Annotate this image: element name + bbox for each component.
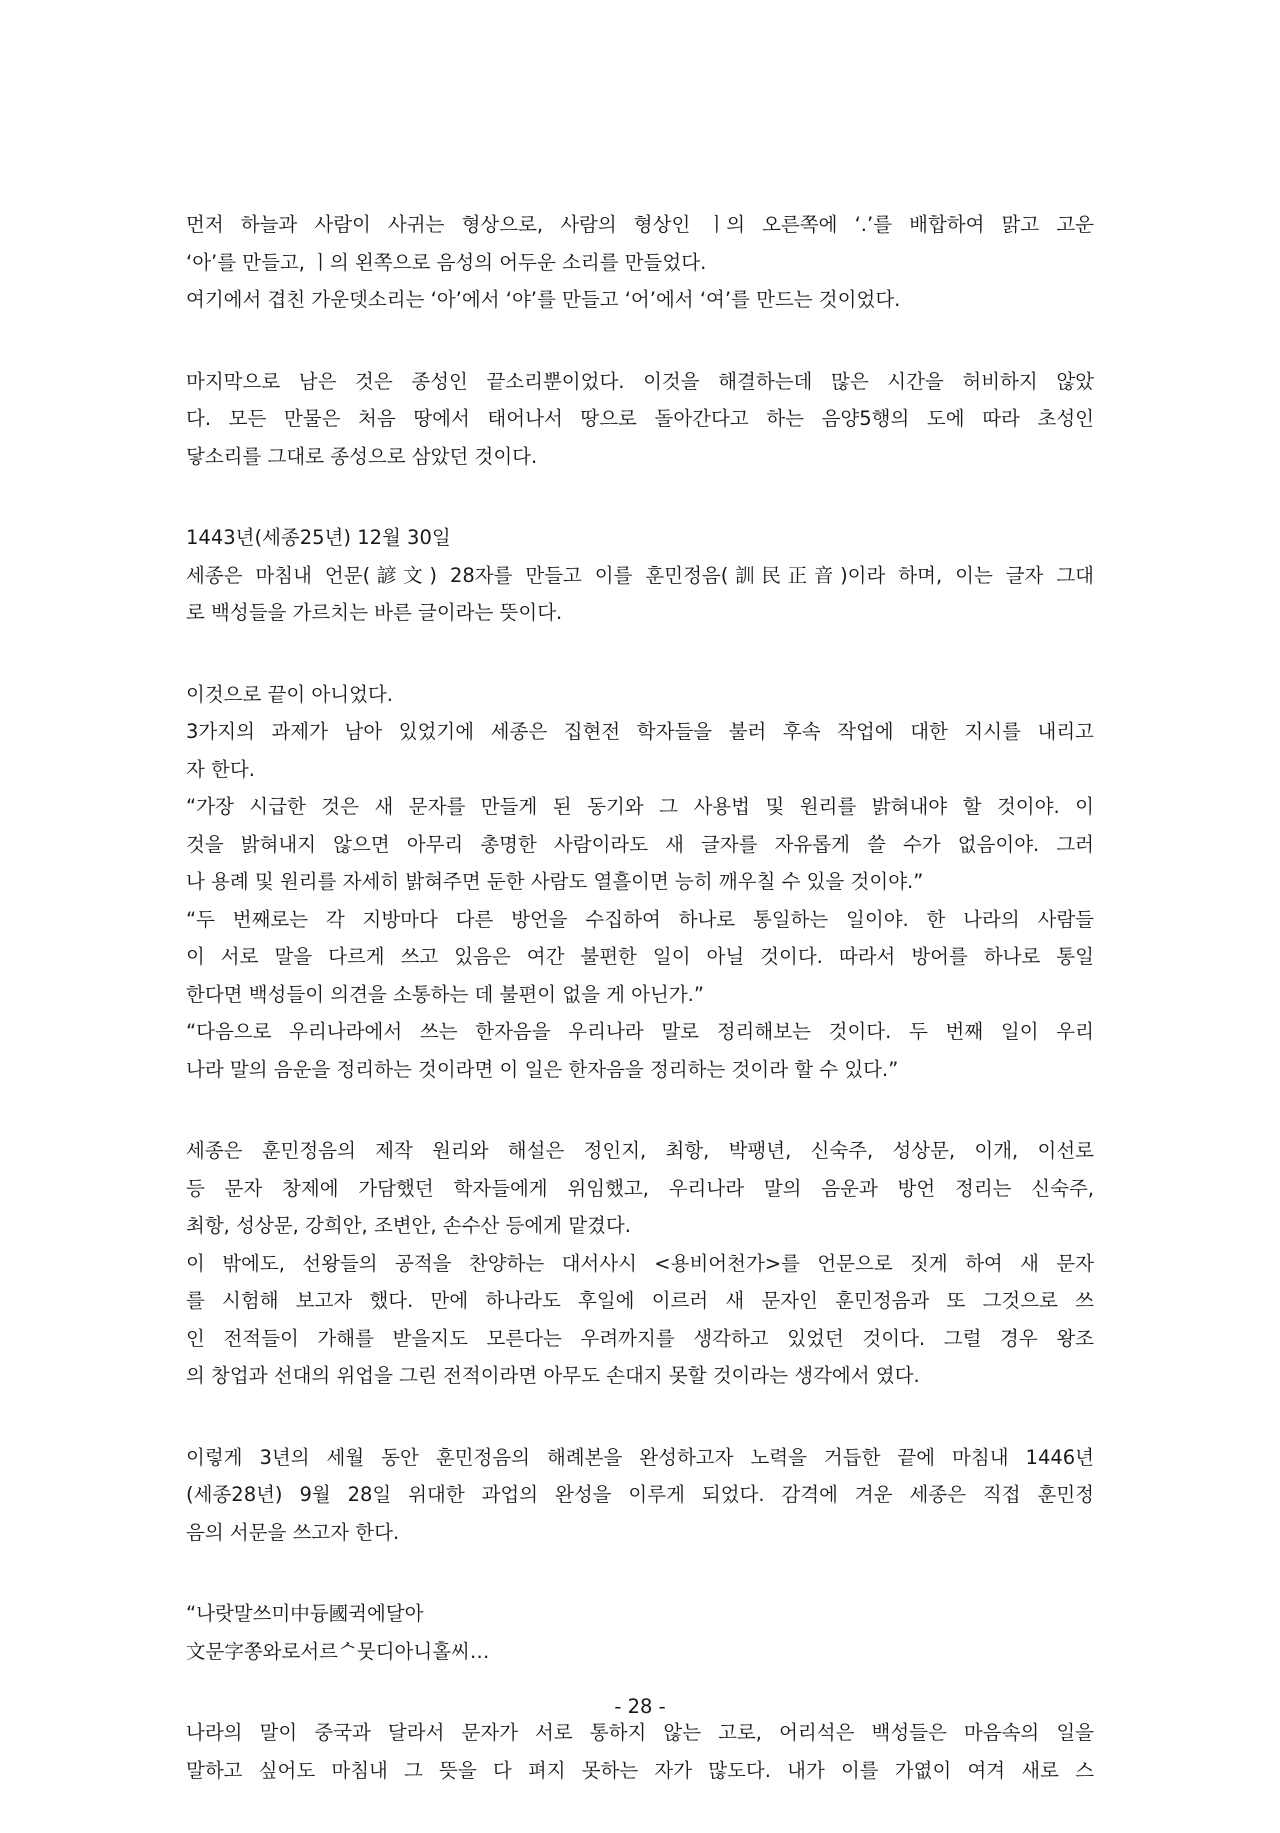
text-line: 나라 말의 음운을 정리하는 것이라면 이 일은 한자음을 정리하는 것이라 할 수 있다.” xyxy=(186,1057,899,1081)
text-line: 음의 서문을 쓰고자 한다. xyxy=(186,1520,400,1544)
text-line: 닿소리를 그대로 종성으로 삼았던 것이다. xyxy=(186,444,538,468)
text-line: 다. 모든 만물은 처음 땅에서 태어나서 땅으로 돌아간다고 하는 음양5행의 도에 따라 초성인 xyxy=(186,407,1094,430)
text-line: 한다면 백성들이 의견을 소통하는 데 불편이 없을 게 아닌가.” xyxy=(186,982,704,1006)
page-number: - 28 - xyxy=(614,1695,666,1718)
paragraph xyxy=(186,519,1094,632)
text-line: “다음으로 우리나라에서 쓰는 한자음을 우리나라 말로 정리해보는 것이다. 두 번째 일이 우리 xyxy=(186,1020,1094,1043)
text-line: 이것으로 끝이 아니었다. xyxy=(186,682,393,706)
text-line: “가장 시급한 것은 새 문자를 만들게 된 동기와 그 사용법 및 원리를 밝혀내야 할 것이야. 이 xyxy=(186,795,1094,818)
text-line: 먼저 하늘과 사람이 사귀는 형상으로, 사람의 형상인 ㅣ의 오른쪽에 ‘.’를 배합하여 맑고 고운 xyxy=(186,213,1094,236)
text-line: 이 서로 말을 다르게 쓰고 있음은 여간 불편한 일이 아닐 것이다. 따라서 방어를 하나로 통일 xyxy=(186,945,1094,968)
text-line: 이렇게 3년의 세월 동안 훈민정음의 해례본을 완성하고자 노력을 거듭한 끝에 마침내 1446년 xyxy=(186,1445,1094,1469)
body-text xyxy=(186,206,1094,1833)
text-line: (세종28년) 9월 28일 위대한 과업의 완성을 이루게 되었다. 감격에 겨운 세종은 직접 훈민정 xyxy=(186,1483,1094,1506)
text-line: 를 시험해 보고자 했다. 만에 하나라도 후일에 이르러 새 문자인 훈민정음과 또 그것으로 쓰 xyxy=(186,1289,1094,1312)
text-line: 여기에서 겹친 가운뎃소리는 ‘아’에서 ‘야’를 만들고 ‘어’에서 ‘여’를 만드는 것이었다. xyxy=(186,288,901,311)
text-line: 나 용례 및 원리를 자세히 밝혀주면 둔한 사람도 열흘이면 능히 깨우칠 수 있을 것이야.” xyxy=(186,870,924,893)
text-line: 마지막으로 남은 것은 종성인 끝소리뿐이었다. 이것을 해결하는데 많은 시간을 허비하지 않았 xyxy=(186,369,1094,393)
text-line: 말하고 싶어도 마침내 그 뜻을 다 펴지 못하는 자가 많도다. 내가 이를 가엾이 여겨 새로 스 xyxy=(186,1758,1094,1782)
text-line: “나랏말쓰미中듕國귁에달아 xyxy=(186,1602,424,1625)
text-line: 로 백성들을 가르치는 바른 글이라는 뜻이다. xyxy=(186,601,563,624)
text-line: 등 문자 창제에 가담했던 학자들에게 위임했고, 우리나라 말의 음운과 방언 정리는 신숙주, xyxy=(186,1176,1094,1200)
text-line: 이 밖에도, 선왕들의 공적을 찬양하는 대서사시 <용비어천가>를 언문으로 짓게 하여 새 문자 xyxy=(186,1251,1094,1275)
text-line: 文문字쫑와로서르ᄉ뭇디아니홀씨… xyxy=(186,1639,490,1663)
text-line: 최항, 성상문, 강희안, 조변안, 손수산 등에게 맡겼다. xyxy=(186,1214,631,1237)
text-line: 세종은 훈민정음의 제작 원리와 해설은 정인지, 최항, 박팽년, 신숙주, 성상문, 이개, 이선로 xyxy=(186,1139,1094,1162)
text-line: 1443년(세종25년) 12월 30일 xyxy=(186,526,451,549)
paragraph xyxy=(186,1439,1094,1552)
paragraph xyxy=(186,1595,1094,1670)
text-line: 인 전적들이 가해를 받을지도 모른다는 우려까지를 생각하고 있었던 것이다. 그럴 경우 왕조 xyxy=(186,1326,1094,1350)
paragraph xyxy=(186,206,1094,319)
text-line: “두 번째로는 각 지방마다 다른 방언을 수집하여 하나로 통일하는 일이야. 한 나라의 사람들 xyxy=(186,907,1094,931)
paragraph xyxy=(186,676,1094,1089)
text-line: 자 한다. xyxy=(186,757,255,781)
text-line: 3가지의 과제가 남아 있었기에 세종은 집현전 학자들을 불러 후속 작업에 대한 지시를 내리고 xyxy=(186,720,1094,743)
text-line: 것을 밝혀내지 않으면 아무리 총명한 사람이라도 새 글자를 자유롭게 쓸 수가 없음이야. 그러 xyxy=(186,832,1094,856)
text-line: 세종은 마침내 언문(諺文) 28자를 만들고 이를 훈민정음(訓民正音)이라 하며, 이는 글자 그대 xyxy=(186,563,1094,587)
paragraph xyxy=(186,1132,1094,1395)
paragraph xyxy=(186,1714,1094,1789)
text-line: ‘아’를 만들고, ㅣ의 왼쪽으로 음성의 어두운 소리를 만들었다. xyxy=(186,250,707,274)
paragraph xyxy=(186,363,1094,476)
text-line: 의 창업과 선대의 위업을 그린 전적이라면 아무도 손대지 못할 것이라는 생각에서 였다. xyxy=(186,1364,920,1387)
text-line: 나라의 말이 중국과 달라서 문자가 서로 통하지 않는 고로, 어리석은 백성들은 마음속의 일을 xyxy=(186,1721,1094,1744)
